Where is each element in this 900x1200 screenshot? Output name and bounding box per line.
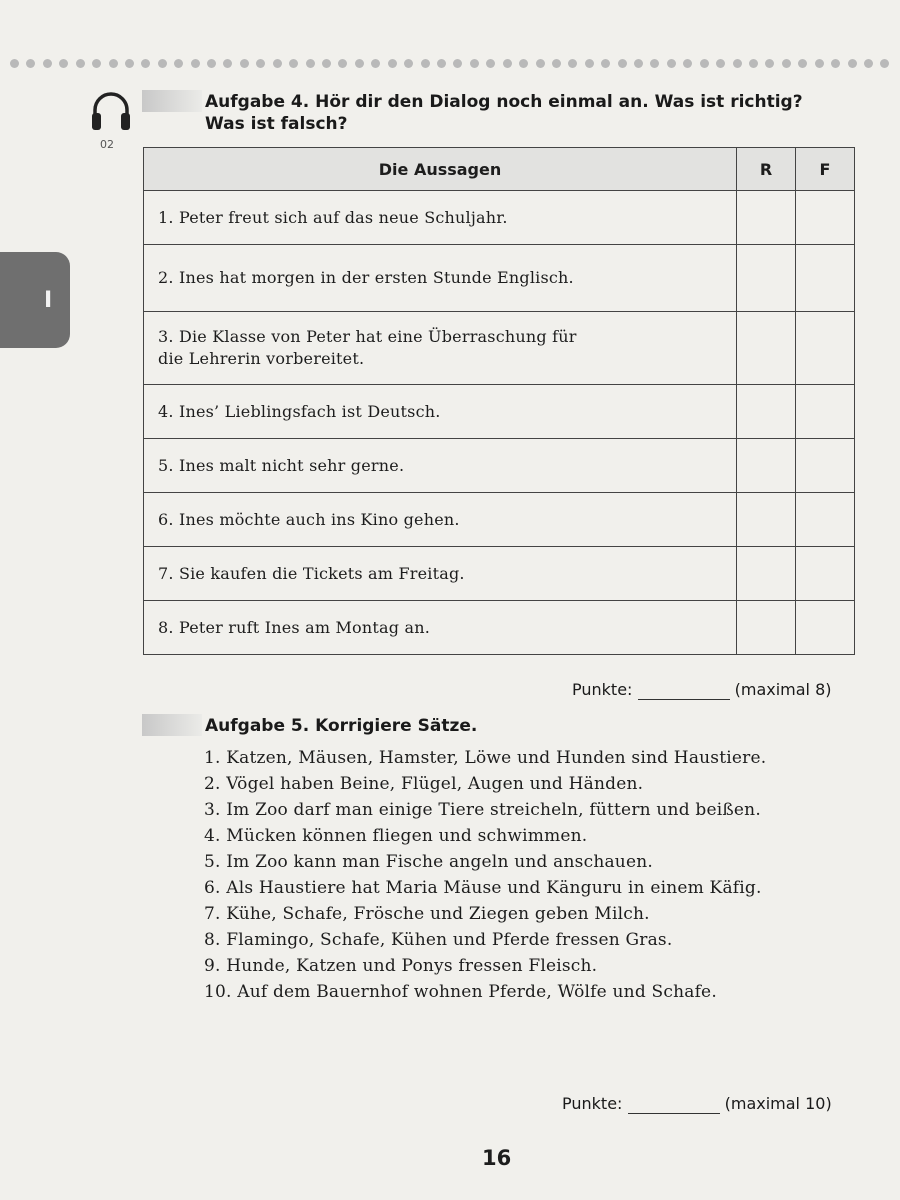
task5-points: Punkte: (maximal 10) xyxy=(562,1094,832,1113)
border-dot xyxy=(733,59,742,68)
border-dot xyxy=(92,59,101,68)
border-dot xyxy=(716,59,725,68)
border-dot xyxy=(207,59,216,68)
border-dot xyxy=(388,59,397,68)
richtig-answer-box[interactable] xyxy=(737,547,796,601)
table-header-row xyxy=(144,148,855,191)
border-dot xyxy=(667,59,676,68)
list-item: 10. Auf dem Bauernhof wohnen Pferde, Wölfe und Schafe. xyxy=(204,982,717,1002)
task4-points: Punkte: (maximal 8) xyxy=(572,680,832,699)
border-dot xyxy=(76,59,85,68)
richtig-answer-box[interactable] xyxy=(737,385,796,439)
falsch-answer-box[interactable] xyxy=(796,601,855,655)
border-dot xyxy=(158,59,167,68)
border-dot xyxy=(848,59,857,68)
border-dot xyxy=(59,59,68,68)
border-dot xyxy=(749,59,758,68)
list-item: 8. Flamingo, Schafe, Kühen und Pferde fressen Gras. xyxy=(204,930,673,950)
table-row xyxy=(144,439,855,493)
richtig-answer-box[interactable] xyxy=(737,493,796,547)
border-dot xyxy=(371,59,380,68)
border-dot xyxy=(43,59,52,68)
task4-title: Aufgabe 4. Hör dir den Dialog noch einmal an. Was ist richtig? Was ist falsch? xyxy=(205,92,803,134)
border-dot xyxy=(421,59,430,68)
border-dot xyxy=(470,59,479,68)
border-dot xyxy=(519,59,528,68)
task5-points-field[interactable] xyxy=(628,1094,720,1114)
header-richtig: R xyxy=(737,148,796,191)
border-dot xyxy=(256,59,265,68)
falsch-answer-box[interactable] xyxy=(796,493,855,547)
statement-cell: 5. Ines malt nicht sehr gerne. xyxy=(144,439,737,493)
falsch-answer-box[interactable] xyxy=(796,439,855,493)
falsch-answer-box[interactable] xyxy=(796,385,855,439)
list-item: 3. Im Zoo darf man einige Tiere streicheln, füttern und beißen. xyxy=(204,800,761,820)
statement-cell: 8. Peter ruft Ines am Montag an. xyxy=(144,601,737,655)
border-dot xyxy=(191,59,200,68)
border-dot xyxy=(10,59,19,68)
border-dot xyxy=(798,59,807,68)
page-number: 16 xyxy=(482,1146,512,1170)
border-dot xyxy=(601,59,610,68)
falsch-answer-box[interactable] xyxy=(796,191,855,245)
header-statements: Die Aussagen xyxy=(144,148,737,191)
border-dot xyxy=(453,59,462,68)
list-item: 4. Mücken können fliegen und schwimmen. xyxy=(204,826,588,846)
border-dot xyxy=(109,59,118,68)
list-item: 7. Kühe, Schafe, Frösche und Ziegen geben Milch. xyxy=(204,904,650,924)
chapter-tab-label: I xyxy=(44,288,53,313)
task5-title: Aufgabe 5. Korrigiere Sätze. xyxy=(205,716,478,736)
dotted-border xyxy=(10,56,890,70)
border-dot xyxy=(618,59,627,68)
list-item: 1. Katzen, Mäusen, Hamster, Löwe und Hunden sind Haustiere. xyxy=(204,748,767,768)
header-falsch: F xyxy=(796,148,855,191)
border-dot xyxy=(650,59,659,68)
border-dot xyxy=(536,59,545,68)
border-dot xyxy=(174,59,183,68)
border-dot xyxy=(355,59,364,68)
border-dot xyxy=(273,59,282,68)
list-item: 2. Vögel haben Beine, Flügel, Augen und Händen. xyxy=(204,774,644,794)
border-dot xyxy=(141,59,150,68)
table-row xyxy=(144,385,855,439)
border-dot xyxy=(486,59,495,68)
falsch-answer-box[interactable] xyxy=(796,245,855,312)
border-dot xyxy=(683,59,692,68)
list-item: 6. Als Haustiere hat Maria Mäuse und Känguru in einem Käfig. xyxy=(204,878,762,898)
statement-cell: 1. Peter freut sich auf das neue Schuljahr. xyxy=(144,191,737,245)
statement-cell: 2. Ines hat morgen in der ersten Stunde Englisch. xyxy=(144,245,737,312)
border-dot xyxy=(306,59,315,68)
chapter-tab xyxy=(0,252,70,348)
statement-cell: 6. Ines möchte auch ins Kino gehen. xyxy=(144,493,737,547)
richtig-answer-box[interactable] xyxy=(737,601,796,655)
table-row xyxy=(144,547,855,601)
table-row xyxy=(144,191,855,245)
task5-title-bar xyxy=(142,714,202,736)
border-dot xyxy=(404,59,413,68)
border-dot xyxy=(552,59,561,68)
list-item: 9. Hunde, Katzen und Ponys fressen Fleisch. xyxy=(204,956,598,976)
task4-points-field[interactable] xyxy=(638,680,730,700)
sentences-list xyxy=(204,748,824,1008)
border-dot xyxy=(503,59,512,68)
border-dot xyxy=(289,59,298,68)
richtig-answer-box[interactable] xyxy=(737,312,796,385)
headphones-icon xyxy=(88,88,134,134)
audio-track-number: 02 xyxy=(100,138,114,151)
task4-title-bar xyxy=(142,90,202,112)
border-dot xyxy=(338,59,347,68)
table-row xyxy=(144,493,855,547)
border-dot xyxy=(568,59,577,68)
border-dot xyxy=(765,59,774,68)
table-row xyxy=(144,245,855,312)
border-dot xyxy=(125,59,134,68)
statement-cell: 4. Ines’ Lieblingsfach ist Deutsch. xyxy=(144,385,737,439)
falsch-answer-box[interactable] xyxy=(796,312,855,385)
table-row xyxy=(144,312,855,385)
statement-cell: 7. Sie kaufen die Tickets am Freitag. xyxy=(144,547,737,601)
border-dot xyxy=(700,59,709,68)
falsch-answer-box[interactable] xyxy=(796,547,855,601)
border-dot xyxy=(585,59,594,68)
richtig-answer-box[interactable] xyxy=(737,191,796,245)
border-dot xyxy=(223,59,232,68)
border-dot xyxy=(26,59,35,68)
border-dot xyxy=(815,59,824,68)
border-dot xyxy=(322,59,331,68)
border-dot xyxy=(634,59,643,68)
border-dot xyxy=(831,59,840,68)
table-row xyxy=(144,601,855,655)
border-dot xyxy=(782,59,791,68)
border-dot xyxy=(437,59,446,68)
border-dot xyxy=(880,59,889,68)
statement-cell: 3. Die Klasse von Peter hat eine Überraschung für die Lehrerin vorbereitet. xyxy=(144,312,737,385)
border-dot xyxy=(240,59,249,68)
richtig-answer-box[interactable] xyxy=(737,439,796,493)
richtig-answer-box[interactable] xyxy=(737,245,796,312)
statements-table xyxy=(143,147,855,655)
list-item: 5. Im Zoo kann man Fische angeln und anschauen. xyxy=(204,852,653,872)
border-dot xyxy=(864,59,873,68)
